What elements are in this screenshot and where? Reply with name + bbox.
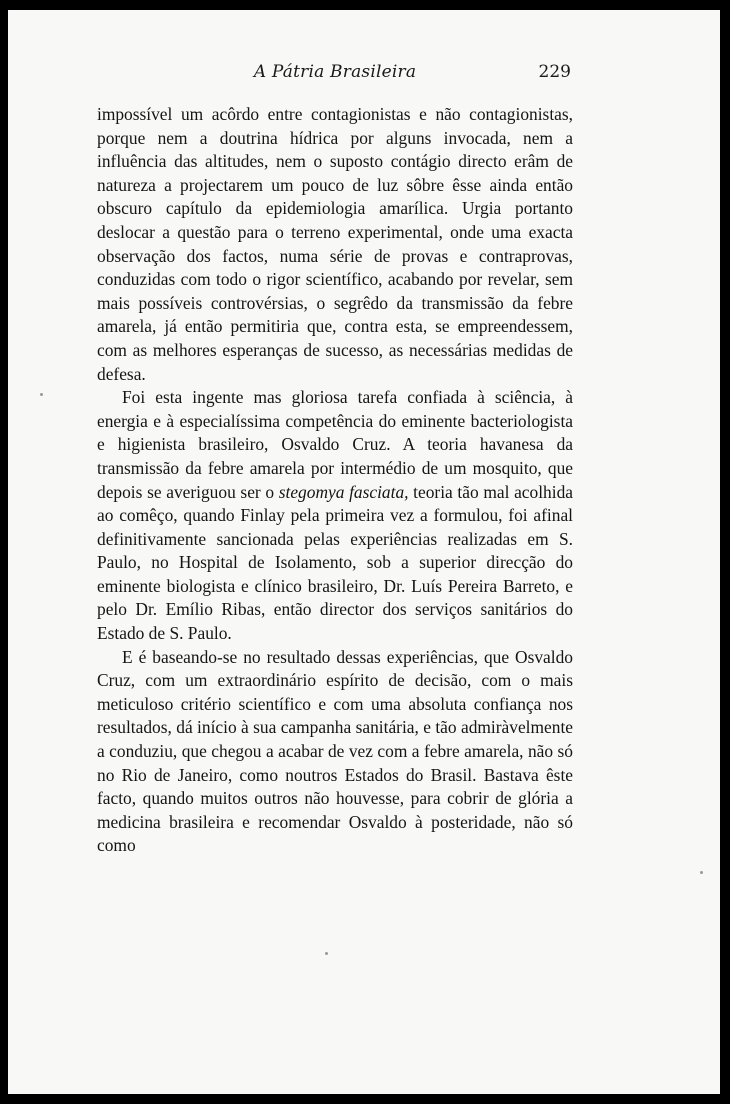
running-title: A Pátria Brasileira	[253, 62, 417, 82]
paragraph-3: E é baseando-se no resultado dessas experiências, que Osvaldo Cruz, com um extraordinário espírito de decisão, com o mais meticuloso critério scientífico e com uma absoluta confiança nos resultados, dá início à sua campanha sanitária, e tão admiràvelmente a conduziu, que chegou a acabar de vez com a febre amarela, não só no Rio de Janeiro, como noutros Estados do Brasil. Bastava êste facto, quando muitos outros não houvesse, para cobrir de glória a medicina brasileira e recomendar Osvaldo à posteridade, não só como	[97, 646, 573, 856]
scan-speck	[325, 952, 328, 955]
paragraph-2-text-end: teoria tão mal acolhida ao comêço, quando Finlay pela primeira vez a formulou, foi afinal definitivamente sancionada pelas experiências realizadas em S. Paulo, no Hospital de Isolamento, sob a superior direcção do eminente biologista e clínico brasileiro, Dr. Luís Pereira Barreto, e pelo Dr. Emílio Ribas, então director dos serviços sanitários do Estado de S. Paulo.	[97, 481, 573, 644]
scan-speck	[40, 393, 43, 396]
body-text	[97, 103, 573, 858]
species-name: stegomya fasciata,	[278, 481, 409, 502]
paragraph-2-text-start: Foi esta ingente mas gloriosa tarefa confiada à sciência, à energia e à especialíssima competência do eminente bacteriologista e higienista brasileiro, Osvaldo Cruz. A teoria havanesa da transmissão da febre amarela por intermédio de um mosquito, que depois se averiguou ser o	[97, 387, 573, 502]
scan-border-bottom	[0, 1094, 730, 1104]
paragraph-1: impossível um acôrdo entre contagionistas e não contagionistas, porque nem a doutrina hídrica por alguns invocada, nem a influência das altitudes, nem o suposto contágio directo erâm de natureza a projectarem um pouco de luz sôbre êsse ainda então obscuro capítulo da epidemiologia amarílica. Urgia portanto deslocar a questão para o terreno experimental, onde uma exacta observação dos factos, numa série de provas e contraprovas, conduzidas com todo o rigor scientífico, acabando por revelar, sem mais possíveis controvérsias, o segrêdo da transmissão da febre amarela, já então permitiria que, contra esta, se empreendessem, com as melhores esperanças de sucesso, as necessárias medidas de defesa.	[97, 104, 573, 384]
scan-speck	[700, 871, 703, 874]
scan-border-top	[0, 0, 730, 10]
scan-border-left	[0, 0, 8, 1104]
page-number: 229	[538, 62, 571, 82]
scan-border-right	[720, 0, 730, 1104]
paragraph-2	[97, 386, 573, 646]
running-header	[97, 62, 573, 86]
